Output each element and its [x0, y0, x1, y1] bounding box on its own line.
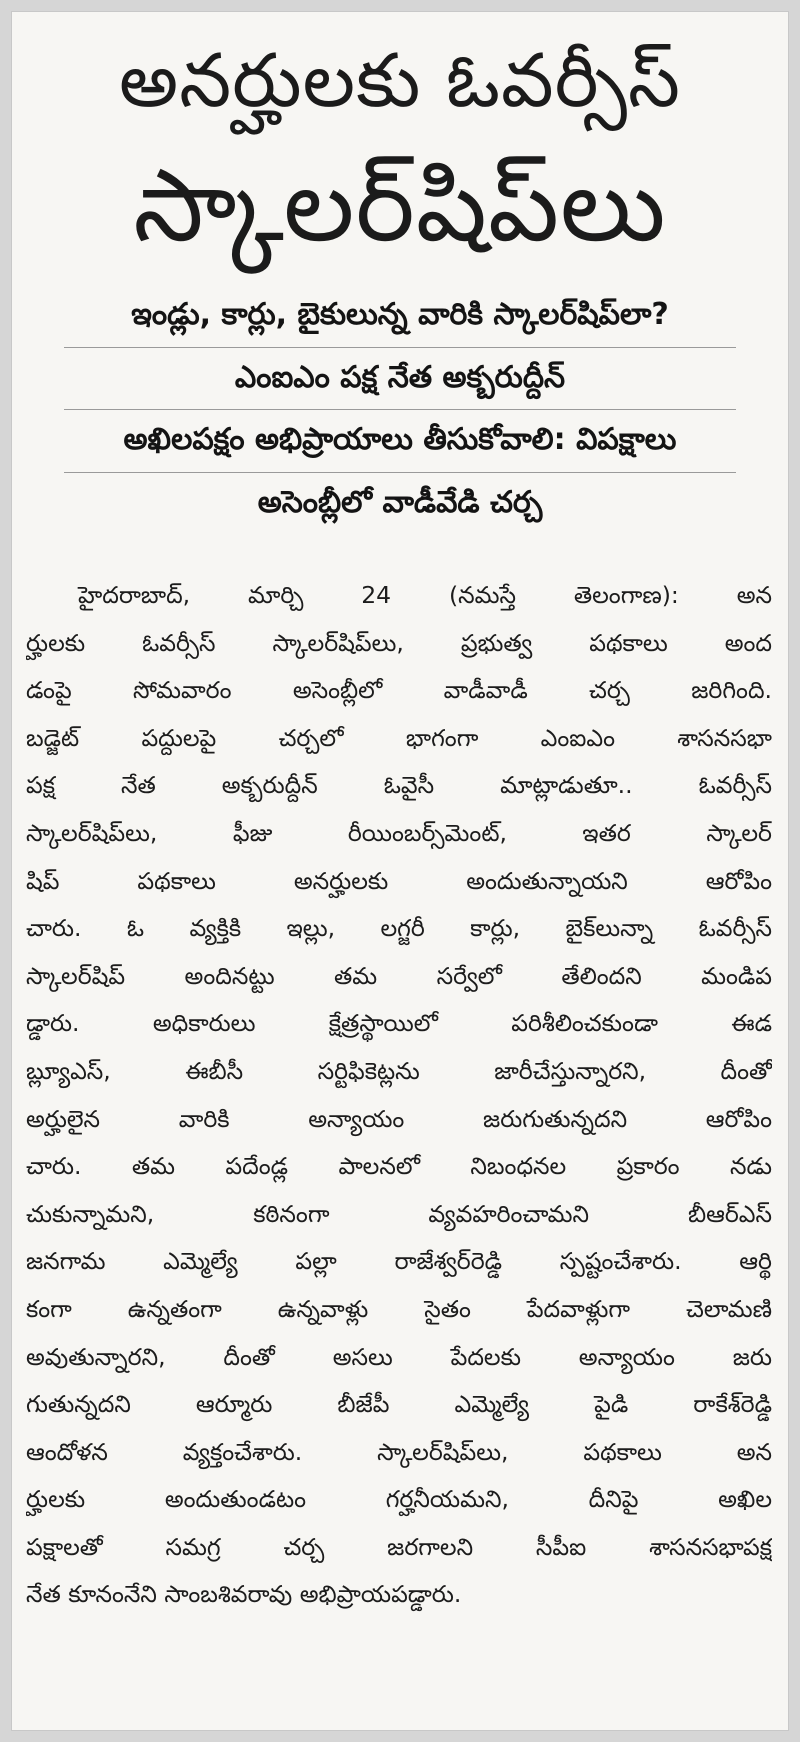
- body-line: బడ్జెట్ పద్దులపై చర్చలో భాగంగా ఎంఐఎం శాసనసభా: [26, 723, 772, 752]
- body-line: ర్హులకు అందుతుండటం గర్హనీయమని, దీనిపై అఖిల: [26, 1485, 772, 1514]
- body-line: షిప్ పథకాలు అనర్హులకు అందుతున్నాయని ఆరోపిం: [26, 866, 772, 895]
- article-body: [26, 572, 772, 1619]
- body-line: స్కాలర్‌షిప్‌లు, ఫీజు రీయింబర్స్‌మెంట్, ఇతర స్కాలర్: [26, 818, 772, 847]
- body-line: బ్ల్యూఎస్, ఈబీసీ సర్టిఫికెట్లను జారీచేస్తున్నారని, దీంతో: [26, 1056, 772, 1085]
- body-line: చారు. ఓ వ్యక్తికి ఇల్లు, లగ్జరీ కార్లు, బైక్‌లున్నా ఓవర్సీస్: [26, 914, 772, 943]
- body-line: అవుతున్నారని, దీంతో అసలు పేదలకు అన్యాయం జరు: [26, 1342, 772, 1371]
- divider-1: [64, 347, 736, 348]
- body-line: డ్డారు. అధికారులు క్షేత్రస్థాయిలో పరిశీలించకుండా ఈడ: [26, 1009, 772, 1038]
- headline-line-1: అనర్హులకు ఓవర్సీస్: [119, 38, 681, 124]
- body-line: ఆందోళన వ్యక్తంచేశారు. స్కాలర్‌షిప్‌లు, పథకాలు అన: [26, 1437, 772, 1466]
- body-line: జనగామ ఎమ్మెల్యే పల్లా రాజేశ్వర్‌రెడ్డి స్పష్టంచేశారు. ఆర్థి: [26, 1247, 772, 1276]
- body-line: అర్హులైన వారికి అన్యాయం జరుగుతున్నదని ఆరోపిం: [26, 1104, 772, 1133]
- body-line: కంగా ఉన్నతంగా ఉన్నవాళ్లు సైతం పేదవాళ్లుగా చెలామణి: [26, 1294, 772, 1323]
- news-clipping: [12, 12, 788, 1730]
- body-line: డంపై సోమవారం అసెంబ్లీలో వాడీవాడీ చర్చ జరిగింది.: [26, 676, 772, 705]
- body-line: చుకున్నామని, కఠినంగా వ్యవహరించామని బీఆర్‌ఎస్: [26, 1199, 772, 1228]
- body-line: పక్షాలతో సమగ్ర చర్చ జరగాలని సీపీఐ శాసనసభాపక్ష: [26, 1532, 772, 1561]
- body-line: పక్ష నేత అక్బరుద్దీన్ ఓవైసీ మాట్లాడుతూ.. ఓవర్సీస్: [26, 771, 772, 800]
- divider-2: [64, 409, 736, 410]
- body-line: చారు. తమ పదేండ్ల పాలనలో నిబంధనల ప్రకారం నడు: [26, 1152, 772, 1181]
- subhead-3: అఖిలపక్షం అభిప్రాయాలు తీసుకోవాలి: విపక్షాలు: [123, 422, 677, 457]
- body-line: గుతున్నదని ఆర్మూరు బీజేపీ ఎమ్మెల్యే పైడి రాకేశ్‌రెడ్డి: [26, 1390, 772, 1419]
- subhead-1: ఇండ్లు, కార్లు, బైకులున్న వారికి స్కాలర్‌షిప్‌లా?: [131, 297, 669, 332]
- divider-3: [64, 472, 736, 473]
- body-line: స్కాలర్‌షిప్ అందినట్టు తమ సర్వేలో తేలిందని మండిప: [26, 961, 772, 990]
- body-line: హైదరాబాద్, మార్చి 24 (నమస్తే తెలంగాణ): అన: [78, 581, 772, 609]
- headline-line-2: స్కాలర్‌షిప్‌లు: [133, 147, 667, 264]
- subhead-2: ఎంఐఎం పక్ష నేత అక్బరుద్దీన్: [234, 360, 566, 395]
- subhead-4: అసెంబ్లీలో వాడీవేడి చర్చ: [257, 485, 543, 520]
- body-line: నేత కూనంనేని సాంబశివరావు అభిప్రాయపడ్డారు.: [26, 1580, 462, 1609]
- body-line: ర్హులకు ఓవర్సీస్ స్కాలర్‌షిప్‌లు, ప్రభుత్వ పథకాలు అంద: [26, 628, 772, 657]
